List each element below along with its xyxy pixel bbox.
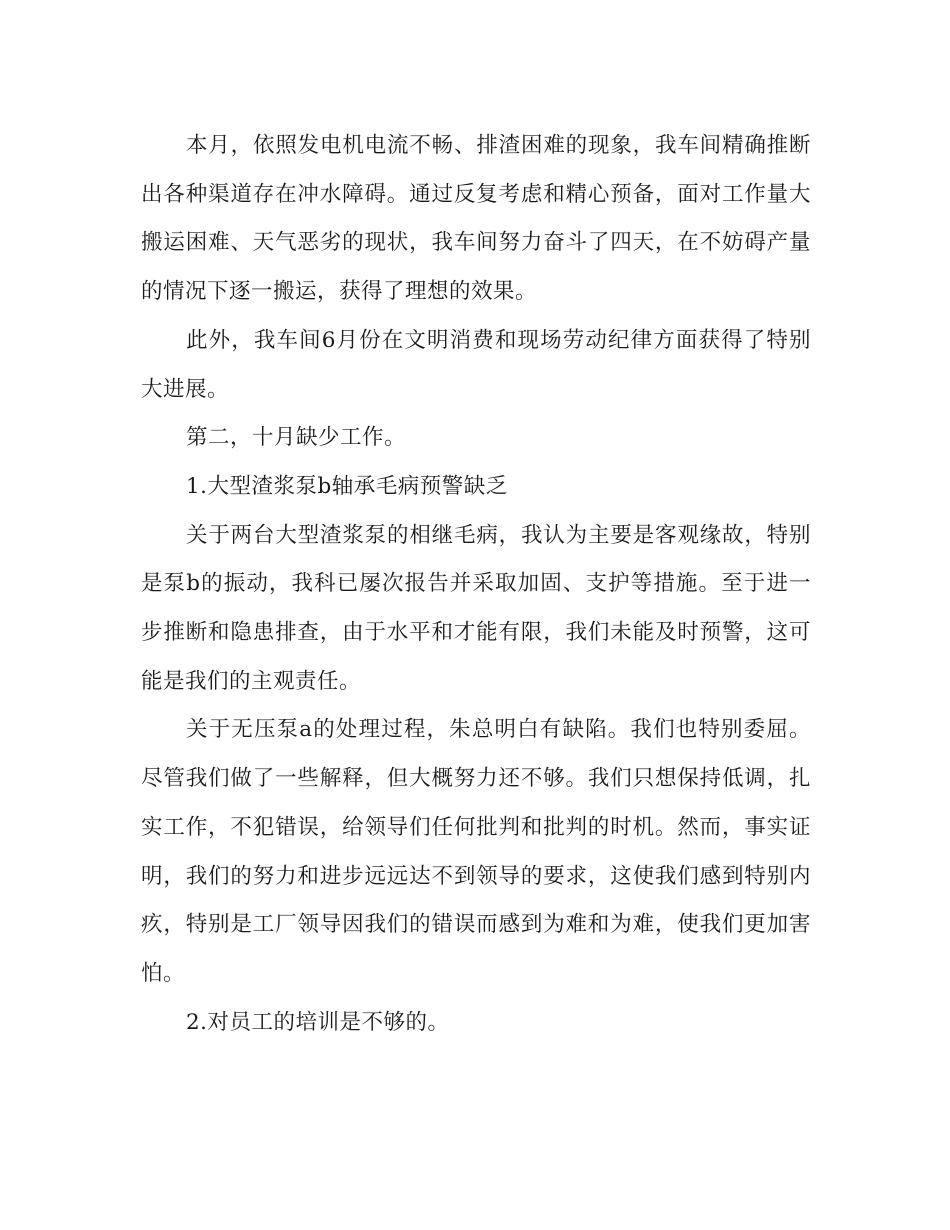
document-body (141, 122, 811, 1047)
paragraph-pump-failures: 关于两台大型渣浆泵的相继毛病，我认为主要是客观缘故，特别是泵b的振动，我科已屡次报告并采取加固、支护等措施。至于进一步推断和隐患排查，由于水平和才能有限，我们未能及时预警，这可能是我们的主观责任。 (141, 522, 811, 694)
subheading-staff-training: 2.对员工的培训是不够的。 (186, 1009, 450, 1035)
paragraph-june-progress: 此外，我车间6月份在文明消费和现场劳动纪律方面获得了特别大进展。 (141, 327, 811, 402)
section-heading-shortcomings: 第二，十月缺少工作。 (186, 425, 407, 451)
paragraph-pump-a-handling: 关于无压泵a的处理过程，朱总明白有缺陷。我们也特别委屈。尽管我们做了一些解释，但大概努力还不够。我们只想保持低调，扎实工作，不犯错误，给领导们任何批判和批判的时机。然而，事实证明，我们的努力和进步远远达不到领导的要求，这使我们感到特别内疚，特别是工厂领导因我们的错误而感到为难和为难，使我们更加害怕。 (141, 717, 811, 986)
paragraph-workshop-results: 本月，依照发电机电流不畅、排渣困难的现象，我车间精确推断出各种渠道存在冲水障碍。通过反复考虑和精心预备，面对工作量大搬运困难、天气恶劣的现状，我车间努力奋斗了四天，在不妨碍产量的情况下逐一搬运，获得了理想的效果。 (141, 133, 811, 305)
subheading-pump-warning: 1.大型渣浆泵b轴承毛病预警缺乏 (186, 473, 508, 499)
